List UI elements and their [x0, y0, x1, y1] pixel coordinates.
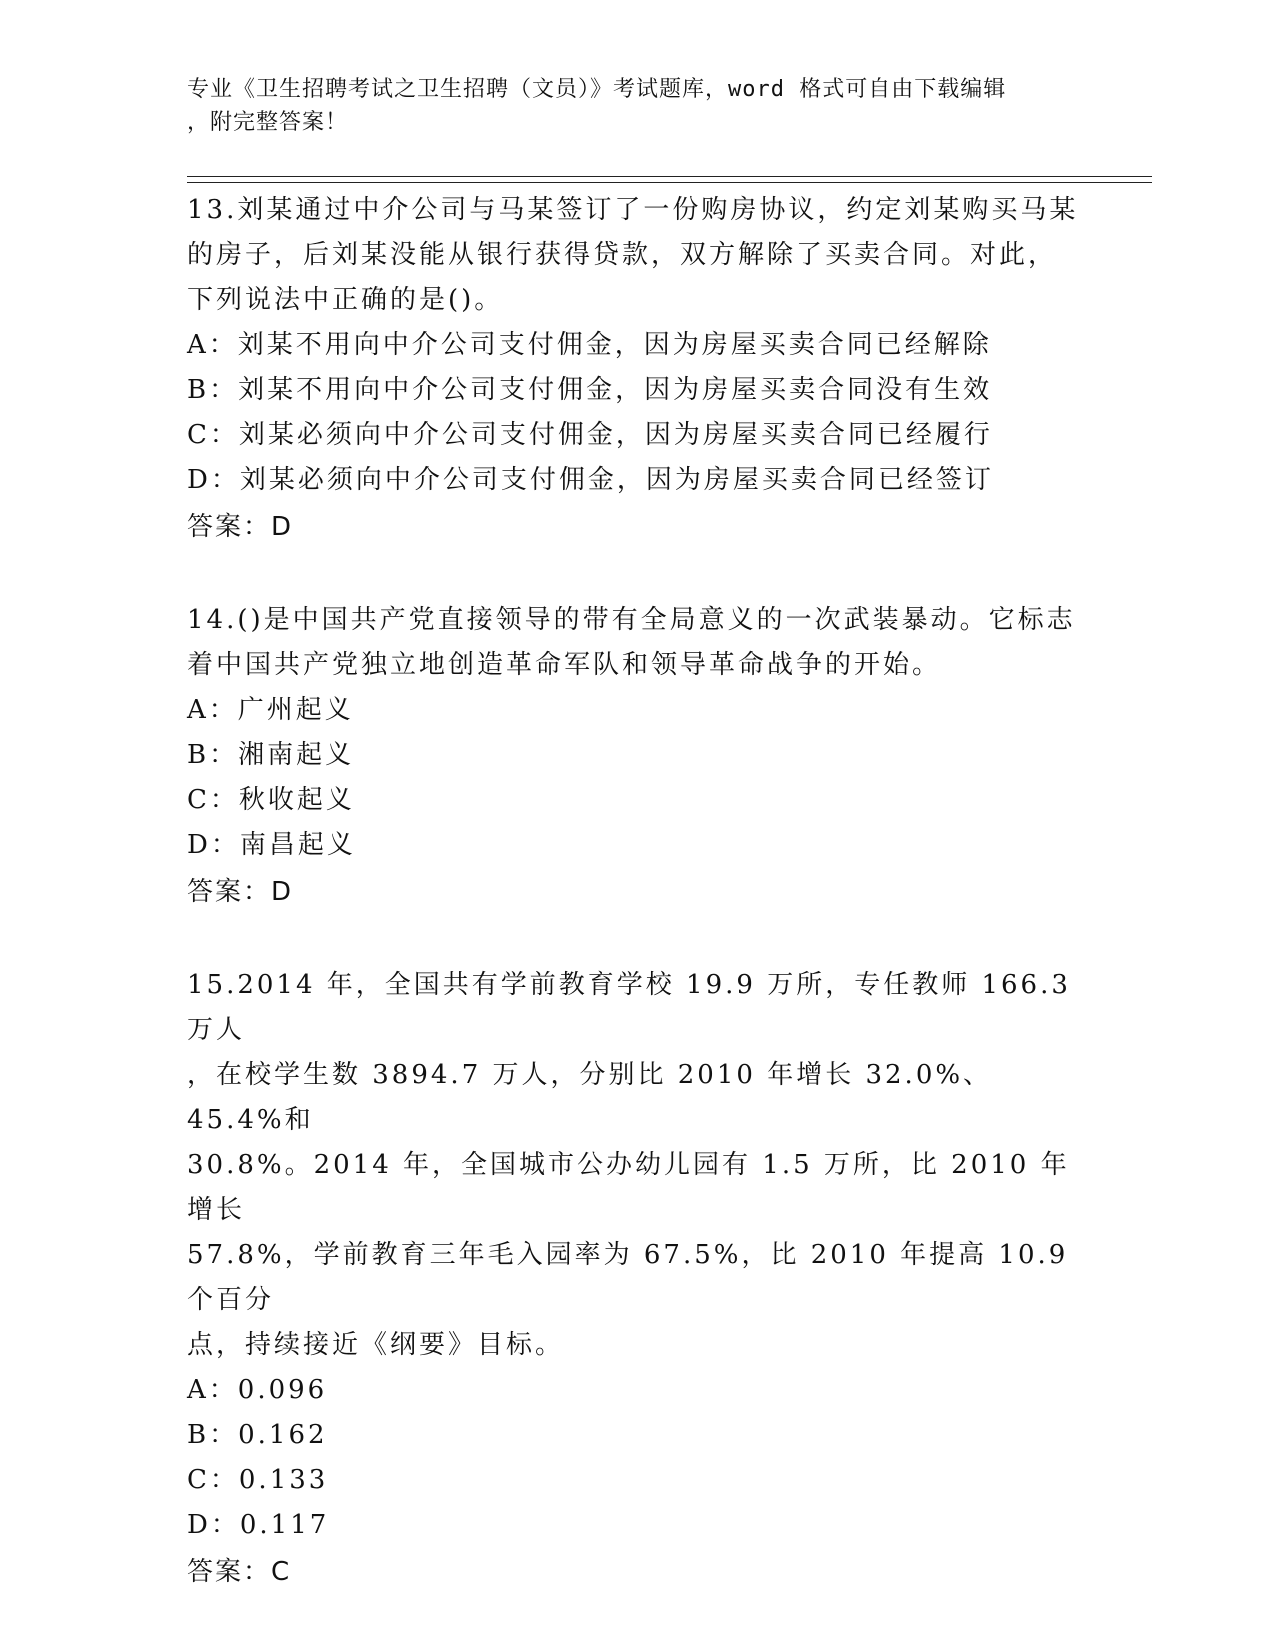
header-divider-bottom [187, 182, 1152, 183]
option-b: B：0.162 [187, 1420, 328, 1450]
header-divider-top [187, 176, 1152, 177]
question-text-line: 15.2014 年，全国共有学前教育学校 19.9 万所，专任教师 166.3 万人 [187, 970, 1083, 1045]
question-14 [187, 598, 1087, 915]
option-d: D：0.117 [187, 1510, 330, 1540]
question-text-line: 30.8%。2014 年，全国城市公办幼儿园有 1.5 万所，比 2010 年增长 [187, 1150, 1070, 1225]
question-text-line: 着中国共产党独立地创造革命军队和领导革命战争的开始。 [187, 650, 942, 680]
question-text-line: 下列说法中正确的是()。 [187, 285, 504, 315]
option-b: B：湘南起义 [187, 740, 355, 770]
question-text-line: ，在校学生数 3894.7 万人，分别比 2010 年增长 32.0%、45.4%和 [187, 1060, 993, 1135]
option-c: C：秋收起义 [187, 785, 355, 815]
header-line-2: ，附完整答案！ [187, 110, 349, 135]
question-text-line: 14.()是中国共产党直接领导的带有全局意义的一次武装暴动。它标志 [187, 605, 1076, 635]
question-13 [187, 188, 1087, 550]
option-d: D：刘某必须向中介公司支付佣金，因为房屋买卖合同已经签订 [187, 465, 994, 495]
option-c: C：0.133 [187, 1465, 329, 1495]
answer-label: 答案：D [187, 512, 294, 542]
document-header [187, 73, 1067, 139]
option-c: C：刘某必须向中介公司支付佣金，因为房屋买卖合同已经履行 [187, 420, 993, 450]
question-15 [187, 963, 1087, 1595]
question-text-line: 的房子，后刘某没能从银行获得贷款，双方解除了买卖合同。对此， [187, 240, 1058, 270]
question-text-line: 点，持续接近《纲要》目标。 [187, 1330, 565, 1360]
answer-label: 答案：D [187, 877, 294, 907]
question-text-line: 13.刘某通过中介公司与马某签订了一份购房协议，约定刘某购买马某 [187, 195, 1079, 225]
answer-label: 答案：C [187, 1557, 292, 1587]
option-b: B：刘某不用向中介公司支付佣金，因为房屋买卖合同没有生效 [187, 375, 993, 405]
option-a: A：刘某不用向中介公司支付佣金，因为房屋买卖合同已经解除 [187, 330, 992, 360]
option-d: D：南昌起义 [187, 830, 356, 860]
question-text-line: 57.8%，学前教育三年毛入园率为 67.5%，比 2010 年提高 10.9 个百分 [187, 1240, 1080, 1315]
header-line-1: 专业《卫生招聘考试之卫生招聘（文员）》考试题库，word 格式可自由下载编辑 [187, 77, 1007, 102]
option-a: A：0.096 [187, 1375, 328, 1405]
option-a: A：广州起义 [187, 695, 354, 725]
